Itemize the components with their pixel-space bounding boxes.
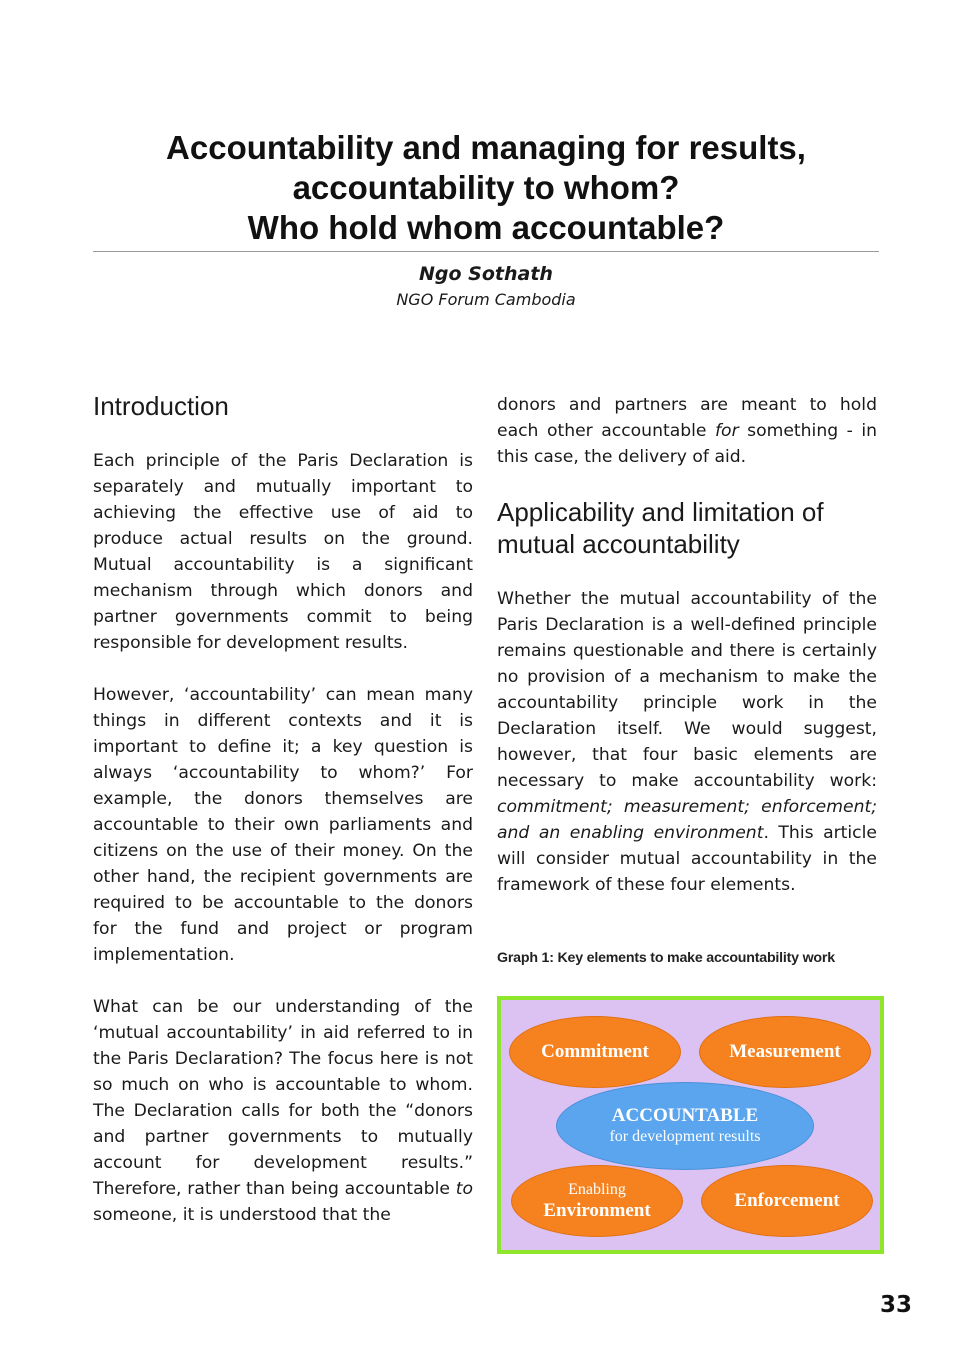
commitment-oval <box>509 1016 681 1088</box>
enabling-environment-oval <box>511 1165 683 1237</box>
measurement-label: Measurement <box>729 1041 841 1062</box>
title-divider <box>93 251 879 252</box>
intro-paragraph-2: However, ‘accountability’ can mean many things in different contexts and it is important to define it; a key question is always ‘accountability to whom?’ For example, the donors themselves are accountable to their own parliaments and citizens on the use of their money. On the other hand, the recipient governments are required to be accountable to the donors for the fund and project or program implementation. <box>93 685 473 965</box>
applicability-paragraph-a: Whether the mutual accountability of the Paris Declaration is a well-defined principle remains questionable and there is certainly no provision of a mechanism to make the accountability principle work in the Declaration itself. We would suggest, however, that four basic elements are necessary to make accountability work: <box>497 589 877 791</box>
environment-label: Environment <box>543 1200 651 1221</box>
continued-paragraph-em: for <box>715 421 739 441</box>
page-number: 33 <box>880 1292 913 1318</box>
continued-paragraph-a: donors and partners are meant to hold each other accountable <box>497 395 877 441</box>
title-line-2: accountability to whom? <box>292 169 680 206</box>
enabling-label: Enabling <box>568 1181 626 1198</box>
section-heading-introduction: Introduction <box>93 391 229 421</box>
accountability-diagram <box>497 996 884 1254</box>
intro-paragraph-3 <box>93 994 473 1228</box>
enforcement-oval <box>701 1165 873 1237</box>
commitment-label: Commitment <box>541 1041 649 1062</box>
intro-paragraph-1: Each principle of the Paris Declaration is separately and mutually important to achieving the effective use of aid to produce actual results on the ground. Mutual accountability is a significant mechanism through which donors and partner governments commit to being responsible for development results. <box>93 451 473 653</box>
accountable-oval <box>556 1082 814 1170</box>
graph-caption: Graph 1: Key elements to make accountability work <box>497 950 835 966</box>
article-title <box>93 128 879 248</box>
section-heading-applicability: Applicability and limitation of mutual accountability <box>497 497 824 559</box>
continued-paragraph-b: something - in this case, the delivery of aid. <box>497 421 877 467</box>
title-line-3: Who hold whom accountable? <box>247 209 725 246</box>
intro-paragraph-3-em: to <box>455 1179 473 1199</box>
right-column <box>497 392 877 898</box>
title-line-1: Accountability and managing for results, <box>166 129 806 166</box>
applicability-paragraph-b: . This article will consider mutual accountability in the framework of these four elements. <box>497 823 877 895</box>
author-name: Ngo Sothath <box>419 263 553 285</box>
applicability-paragraph <box>497 586 877 898</box>
left-column <box>93 390 473 1228</box>
applicability-paragraph-em: commitment; measurement; enforcement; and an enabling environment <box>497 797 877 843</box>
intro-paragraph-3-b: someone, it is understood that the <box>93 1205 391 1225</box>
intro-paragraph-3-a: What can be our understanding of the ‘mutual accountability’ in aid referred to in the Paris Declaration? The focus here is not so much on who is accountable to whom. The Declaration calls for both the “donors and partner governments to mutually account for development results.” Therefore, rather than being accountable <box>93 997 473 1199</box>
author-affiliation: NGO Forum Cambodia <box>396 290 576 309</box>
accountable-title: ACCOUNTABLE <box>611 1105 759 1126</box>
accountable-subtitle: for development results <box>609 1128 761 1145</box>
continued-paragraph <box>497 392 877 470</box>
enforcement-label: Enforcement <box>734 1190 840 1211</box>
measurement-oval <box>699 1016 871 1088</box>
